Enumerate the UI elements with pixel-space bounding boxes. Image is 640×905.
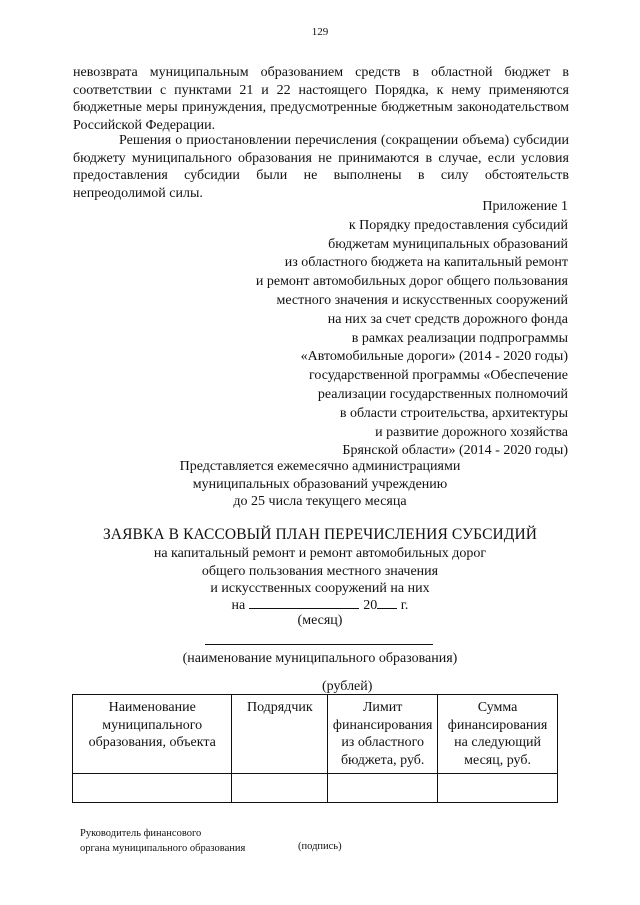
appendix-line: и развитие дорожного хозяйства	[375, 424, 568, 440]
date-line	[0, 596, 640, 614]
form-subtitle-line: и искусственных сооружений на них	[210, 581, 430, 596]
appendix-line: реализации государственных полномочий	[317, 386, 568, 402]
appendix-header	[148, 198, 568, 461]
appendix-line: Брянской области» (2014 - 2020 годы)	[342, 443, 568, 459]
year-prefix: 20	[363, 598, 378, 613]
appendix-line: Приложение 1	[482, 199, 568, 214]
year-suffix: г.	[400, 598, 409, 613]
table-cell[interactable]	[328, 774, 438, 803]
table-row	[73, 774, 558, 803]
units-label: (рублей)	[322, 679, 373, 694]
form-subtitle-line: общего пользования местного значения	[201, 563, 439, 579]
signatory-line: органа муниципального образования	[80, 843, 246, 854]
appendix-line: на них за счет средств дорожного фонда	[327, 311, 568, 327]
form-subtitle-line: на капитальный ремонт и ремонт автомобильных дорог	[153, 546, 487, 561]
appendix-line: бюджетам муниципальных образований	[328, 236, 568, 252]
year-blank[interactable]	[377, 596, 397, 609]
month-label: (месяц)	[297, 613, 343, 628]
table-cell[interactable]	[438, 774, 558, 803]
table-header-cell: Сумма финансирования на следующий месяц, руб.	[438, 695, 558, 774]
table-header-cell: Лимит финансирования из областного бюджета, руб.	[328, 695, 438, 774]
municipality-label: (наименование муниципального образования)	[182, 651, 458, 666]
table-cell[interactable]	[232, 774, 328, 803]
table-cell[interactable]	[73, 774, 232, 803]
table-header-row	[73, 695, 558, 774]
submission-note-line: Представляется ежемесячно администрациями	[179, 459, 461, 474]
appendix-line: в рамках реализации подпрограммы	[351, 330, 568, 346]
table-header-cell: Подрядчик	[232, 695, 328, 774]
appendix-line: и ремонт автомобильных дорог общего пользования	[255, 274, 568, 290]
on-word: на	[231, 598, 246, 613]
appendix-line: в области строительства, архитектуры	[339, 405, 568, 421]
municipality-blank[interactable]	[205, 644, 433, 645]
appendix-line: местного значения и искусственных сооружений	[276, 292, 568, 308]
appendix-line: к Порядку предоставления субсидий	[348, 217, 568, 233]
signatory-line: Руководитель финансового	[80, 828, 202, 839]
request-table	[72, 694, 558, 803]
form-subtitle	[0, 545, 640, 598]
form-title: ЗАЯВКА В КАССОВЫЙ ПЛАН ПЕРЕЧИСЛЕНИЯ СУБСИДИЙ	[102, 526, 538, 543]
submission-note	[0, 458, 640, 511]
appendix-line: «Автомобильные дороги» (2014 - 2020 годы)	[300, 349, 568, 365]
intro-paragraph-1: невозврата муниципальным образованием средств в областной бюджет в соответствии с пунктами 21 и 22 настоящего Порядка, к нему применяются бюджетные меры принуждения, предусмотренные бюджетным законодательством Российской Федерации.	[73, 65, 569, 133]
appendix-line: из областного бюджета на капитальный ремонт	[284, 255, 568, 271]
month-blank[interactable]	[249, 596, 359, 609]
submission-note-line: муниципальных образований учреждению	[192, 476, 448, 492]
signatory-block	[80, 826, 245, 856]
page-number: 129	[311, 26, 329, 38]
signature-label: (подпись)	[298, 841, 342, 852]
submission-note-line: до 25 числа текущего месяца	[233, 494, 407, 509]
appendix-line: государственной программы «Обеспечение	[309, 368, 568, 384]
intro-paragraph-2: Решения о приостановлении перечисления (сокращении объема) субсидии бюджету муниципального образования не принимаются в случае, если условия предоставления субсидии были не выполнены в силу обстоятельств непреодолимой силы.	[73, 133, 569, 201]
table-header-cell: Наименование муниципального образования, объекта	[73, 695, 232, 774]
